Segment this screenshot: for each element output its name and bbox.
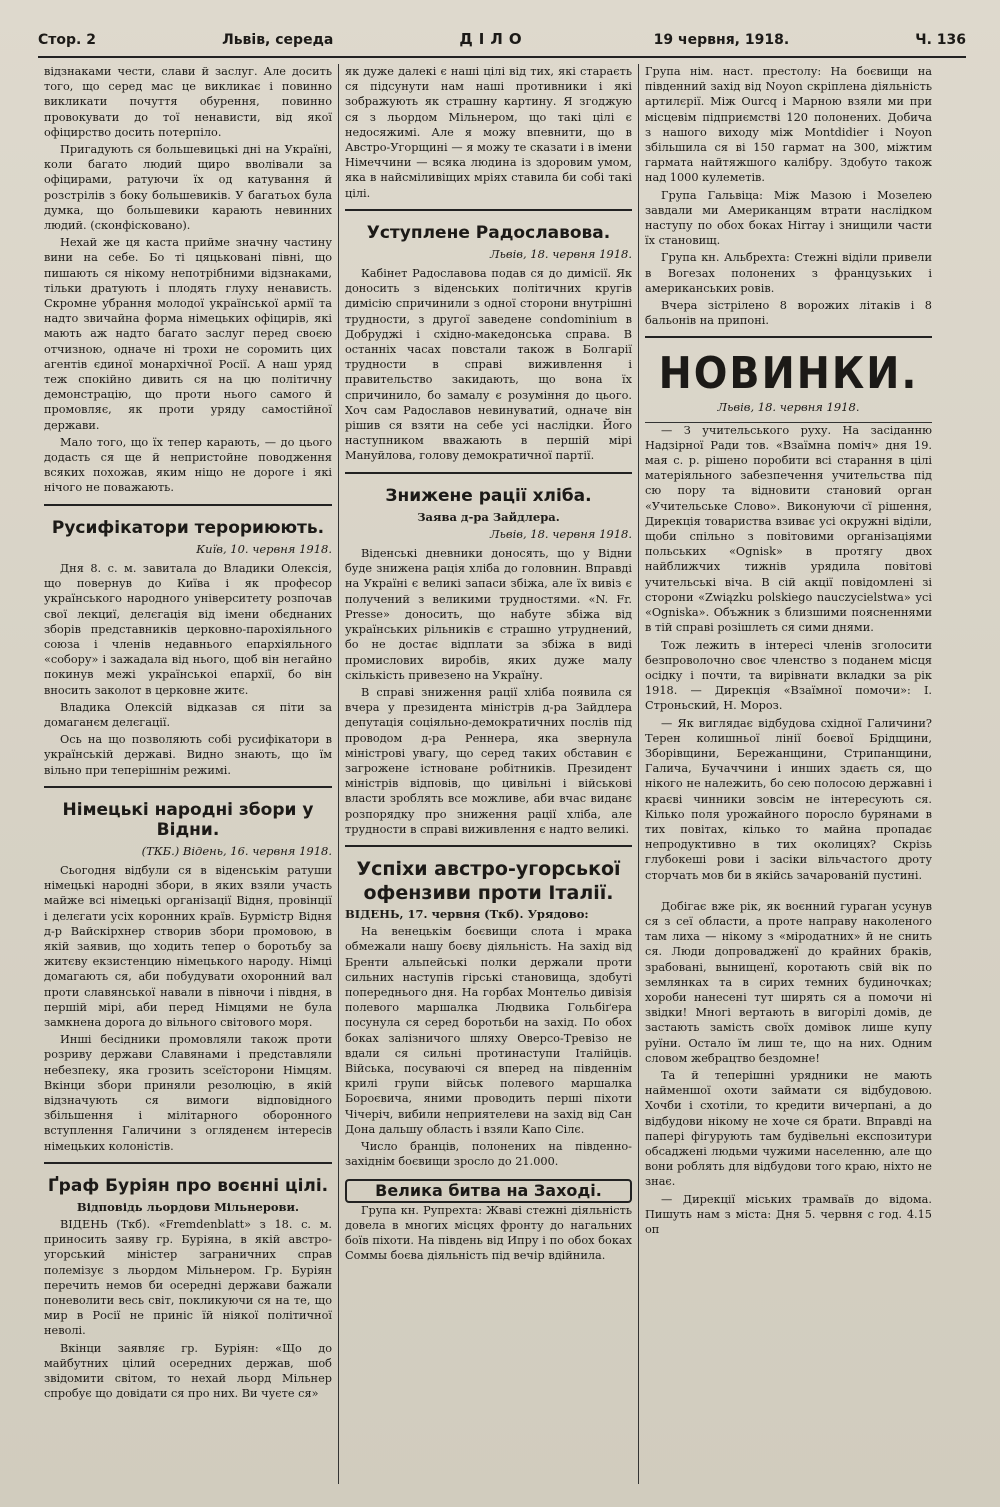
divider (345, 845, 632, 847)
dateline: Львів, 18. червня 1918. (490, 526, 632, 541)
paragraph: Група кн. Альбрехта: Стежні віділи привели в Вогезах полонених з французьких і американських ровів. (645, 251, 932, 295)
paragraph: Пригадують ся большевицькі дні на Україні, коли багато людий щиро вволівали за офіцирами, ратуючи їх од катування й розстрілів з боку большевиків. У багатьох була думка, що большевики карають невинних людий. (сконфісковано). (44, 143, 332, 233)
paragraph: — Як виглядає відбудова східної Галичини? Терен колишньої лінії боєвої Брідщини, Зборівщини, Бережанщини, Стрипанщини, Галича, Бучаччини і инших здаєть ся, що нікого не належить, бо сею полосою державні і краєві чинники зовсім не інтересують ся. Кілько поля урожайного поросло бурянами в тих повітах, кілько то майна пропадає непродуктивно в тих околицях? Скрізь глубокеші рови і засіки вільчастого дроту сторчать мов би в якійсь зачарованій пустині. (645, 716, 932, 882)
paragraph: Кабінет Радославова подав ся до димісії. Як доносить з віденських політичних кругів димісію спричинили з одної сторони внутрішні трудности, з другої заведене condominium в Добруджі і східно-македонська справа. В останніх часах повстали також в Болгарії трудности в справі виживлення і правительство закидають, що вона їх спричинило, бо замалу є розуміння до цього. Хоч сам Радославов невинуватий, одначе він рішив ся взяти на себе усі наслідки. Його наступником вважають в першій мірі Мануйлова, голову демократичної партії. (345, 267, 632, 463)
paragraph: В справі зниження рації хліба появила ся вчера у президента міністрів д-ра Зайдлера депутація соціяльно-демократичних послів під проводом д-ра Реннера, яка звернула міністрові увагу, що серед таких обставин є загрожене істноване робітників. Президент міністрів відповів, що цивільні і військові власти зроблять все можливе, аби вчас виданє розпорядку про зниження рації хліба, але трудности в справі виживлення є надто великі. (345, 685, 632, 836)
column-2 (338, 64, 638, 1484)
spacer (645, 885, 932, 899)
divider (44, 504, 332, 506)
paragraph: — Дирекції міських трамваїв до відома. Пишуть нам з міста: Дня 5. червня с год. 4.15 оп (645, 1192, 932, 1237)
heading-burian: Ґраф Буріян про воєнні цілі. (47, 1175, 329, 1196)
issue-number: Ч. 136 (915, 32, 966, 48)
paragraph: Група кн. Рупрехта: Жваві стежні діяльність довела в многих місцях фронту до нагальних боїв піхоти. На південь від Ипру і по обох боках Соммы боєва діяльність під вечір вдійнила. (345, 1203, 632, 1263)
column-3 (638, 64, 938, 1484)
paragraph: Мало того, що їх тепер карають, — до цього додасть ся ще й непристойне поводження всяких похожав, яким нiщо не дороге і які нічого не поважають. (44, 435, 332, 495)
heading-uspikhy-line1: Успіхи австро-угорської (356, 857, 621, 880)
masthead (38, 30, 966, 58)
paragraph: Вкінци заявляє гр. Буріян: «Що до майбутних цілий осередних держав, шоб звідомити світом, то нехай льорд Мільнер спробує що довідати ся про них. Ви чуєте ся» (44, 1341, 332, 1401)
paragraph: Сьогодня відбули ся в віденськім ратуши німецькі народні збори, в яких взяли участь майже всі німецькі організації Відня, провінції і делєгати усіх коронних країв. Бурмістр Відня д-р Вайскірхнер створив збори промовою, в якій заявив, що ходить тепер о боротьбу за житєву екзистенцию німецького народу. Німці домагають ся, аби побудувати охоронний вал проти славянської навали в півночи і півдня, в першій мірі, аби перед Німцями не була замкнена дорога до вільного світового моря. (44, 863, 332, 1029)
paragraph: Ось на що позволяють собі русифікатори в українській державі. Видно знають, що їм вільно при теперішнім режимі. (44, 733, 332, 777)
paragraph: Инші бесідники промовляли також проти розриву держави Славянами і представляли небезпеку, яка грозить зсеїсторони Німцям. Вкінци збори приняли резолюцію, в якій відзначують ся вимоги відповідного збільшення і мілітарного оборонного вступлення Галичини з огляденєм інтересів німецьких колоністів. (44, 1033, 332, 1153)
paragraph: Віденські дневники доносять, що у Відни буде знижена рація хліба до головнин. Вправді на Україні є великі запаси збіжа, але їх вивіз є получений з великими трудностями. «N. Fr. Presse» доносить, що набуте збіжа від українських рільників є страшно утруднений, бо не достає відплати за збіжа в виді промислових виробів, яких дуже малу скількість привезено на Україну. (345, 547, 632, 682)
heading-novynky: НОВИНКИ. (658, 348, 919, 400)
divider (345, 472, 632, 474)
heading-hlib: Знижене рації хліба. (385, 485, 592, 506)
heading-radoslavov: Уступлене Радославова. (366, 222, 611, 243)
divider (44, 786, 332, 788)
dateline: Львів, 18. червня 1918. (490, 246, 632, 261)
paragraph: як дуже далекі є наші цілі від тих, які стараєть ся підсунути нам наші противники і які зображують як страшну картину. Я згоджую ся з льордом Мільнером, що такі цілі є недосяжимі. Але я можу впевнити, що в Австро-Угорщині — я можу те сказати і в імени Німеччини — всяка людина із здоровим умом, яка в найсміливіщих мріях ставила би собі такі цілі. (345, 65, 632, 200)
paragraph: Добігає вже рік, як воєнний гураган усунув ся з сеї области, а проте направу наколеного там лиха — нікому з «мірoдатних» й не снить ся. Люди допровадженї до крайних браків, зрабовані, вынищенї, коротають свій вік по землянках та в сирих темних будиночках; хороби нанесені тут ширять ся а помочи ні звідки! Многі вертають в вигорілі домів, де застають замість своїх домівок лише купу руїни. Остало їм лиш те, що на них. Одним словом жебрацтво бездомне! (645, 899, 932, 1065)
issue-date: 19 червня, 1918. (653, 32, 790, 48)
paragraph: Владика Олексій відказав ся піти за домаганєм делєгації. (44, 700, 332, 729)
city-day: Львів, середа (222, 32, 334, 48)
newspaper-title: ДІЛО (459, 30, 528, 48)
heading-bytva: Велика битва на Заході. (345, 1179, 632, 1202)
paragraph: Та й теперішні урядники не мають найменшої охоти займати ся відбудовою. Хочби і схотіли, то кредити вичерпані, а до відбудови нікому не хоче ся брати. Вправді на папері фігурують там будівельні експозитури обсаджені людьми чужими населенню, але що вони роблять для відбудови того краю, ніхто не знає. (645, 1068, 932, 1189)
paragraph: Група Гальвіца: Між Мазою і Мозелею завдали ми Американцям втрати наслідком наступу по обох боках Нirray і знищили части їх становищ. (645, 188, 932, 248)
paragraph: Дня 8. с. м. завитала до Владики Олексія, що повернув до Київа і як професор українського народного університету розпочав свої лекциї, делєгація від імени обєднаних зборів представників церковно-парохіяльного союза і членів недавнього епархіяльного «собору» і зажадала від нього, щоб він негайно покинув межі українськоі епархії, бо він вносить заколот в церковне житє. (44, 561, 332, 697)
heading-zbory: Німецькі народні збори у Відни. (62, 799, 314, 840)
paragraph: Тож лежить в інтересі членів зголосити безпроволочно своє членство з поданем місця осідку і почти, та вирівнати вкладки за рік 1918. — Дирекція «Взаїмної помочи»: І. Строньский, Н. Мороз. (645, 638, 932, 713)
paragraph: ВІДЕНЬ (Ткб). «Fremdenblatt» з 18. с. м. приносить заяву гр. Буріяна, в якій австро-угорський міністер заграничних справ полемізує з льордом Мільнером. Гр. Буріян перечить немов би осередні держави бажали поневолити весь світ, покликуючи ся на те, що мир в Росії не приніс їй ніякої політичної неволі. (44, 1218, 332, 1338)
paragraph: Число бранців, полонених на південно-західнім боєвищи зросло до 21.000. (345, 1139, 632, 1169)
subheading: Відповідь льордови Мільнерови. (76, 1199, 300, 1214)
page-number: Стор. 2 (38, 32, 96, 48)
column-1 (38, 64, 338, 1484)
divider (44, 1162, 332, 1164)
heading-rusyfikatory: Русифікатори терориюють. (51, 517, 325, 538)
subheading: Заява д-ра Зайдлера. (417, 509, 560, 524)
paragraph: відзнаками чести, слави й заслуг. Але досить того, що серед мас це викликає і повинно викликати почуття обурення, повинно провокувати до тої ненависти, від якої офіцирство досить потерпіло. (44, 65, 332, 139)
dateline: (ТКБ.) Відень, 16. червня 1918. (141, 843, 332, 858)
heading-uspikhy-line2: офензиви проти Італії. (363, 881, 614, 904)
columns (38, 64, 966, 1484)
paragraph: — З учительського руху. На засіданню Надзірної Ради тов. «Взаїмна поміч» дня 19. мая с. р. рішено поробити всі старання в цілі матеріяльного забезпечення учительства під сю пору та відновити становий орган «Учительське Слово». Виконуючи сї рішення, Дирекція товариства взиває усі окружні віділи, щоби спільно з повітовими організаціями польських «Ognisk» в протягу двох найближчих тижнів урядила повітові учительські віча. В сій акції повідомлені зі сторони «Związku polskiego nauczycielstwa» усі «Ogniska». Объжник з близшими поясненнями в тій справі розішлеть ся сими днями. (645, 423, 932, 635)
dateline: Київ, 10. червня 1918. (196, 541, 332, 556)
divider (345, 209, 632, 211)
dateline: ВІДЕНЬ, 17. червня (Ткб). Урядово: (345, 906, 589, 921)
dateline: Львів, 18. червня 1918. (717, 400, 860, 415)
paragraph: Група нім. наст. престолу: На боєвищи на південний захід від Noyon скріплена діяльність артилєрії. Між Ourcq і Марною взяли ми при місцевім підприємстві 120 полонених. Добича з нашого виходу між Montdidier і Noyon збільшила ся ві 150 гармат на 300, міжтим гармата найтяжшого калібру. Здобуто також над 1000 кулеметів. (645, 65, 932, 185)
paragraph: На венецькім боєвищи слота і мрака обмежали нашу боєву діяльність. На захід від Бренти альпейські полки держали проти сильних наступів гірські становища, здобуті попереднього дня. На горбах Монтельо дивізія полевого маршалка Людвика Гольбіґера посунула ся серед боротьби на захід. По обох боках залізничого шляху Оверсо-Тревізо не вдали ся сильні протинаступи Італійців. Війська, посуваючі ся вперед на південнім крилі групи військ полевого маршалка Бороєвича, яними проводить перші піхоти Чічеріч, вибили неприятелеви на захід від Сан Дона дальшу область і взяли Капо Сілє. (345, 925, 632, 1136)
paragraph: Нехай же ця каста прийме значну частину вини на себе. Бо ті цяцьковані півні, що пишають ся нікому непотрібними відзнаками, тільки дратують і плодять глуху ненависть. Скромне убрання молодої української армії та надто звичайна форма німецьких офіцирів, які мають аж надто багато заслуг перед своєю отчизною, одначе ні трохи не соромить цих агентів єдиної монархічної Росії. А наш уряд теж спокійно дивить ся на цю політичну демонстрацію, що проти нього самого й промовляє, як проти уряду самостійної держави. (44, 236, 332, 432)
divider (645, 336, 932, 338)
paragraph: Вчера зістрілено 8 ворожих літаків і 8 бальонів на припоні. (645, 299, 932, 328)
